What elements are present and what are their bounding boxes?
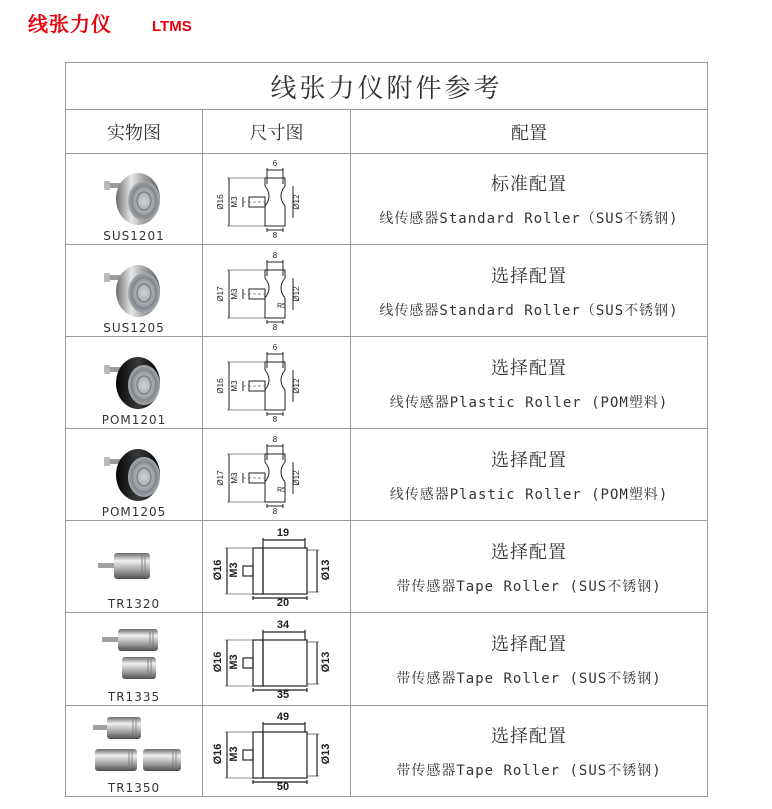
table-row	[66, 706, 708, 797]
dimension-drawing-cell	[203, 429, 351, 521]
model-label: TR1335	[107, 690, 161, 704]
dim-shaft: M3	[227, 746, 240, 762]
page-header	[28, 8, 192, 38]
dimension-drawing-cell	[203, 245, 351, 337]
model-label: TR1320	[107, 597, 161, 611]
dim-bottom: 8	[272, 506, 277, 516]
dimension-drawing-cell	[203, 706, 351, 797]
config-title: 选择配置	[491, 265, 567, 287]
tape-roller-dimension-drawing	[207, 616, 347, 702]
column-header-photo: 实物图	[66, 110, 203, 154]
roller-dimension-drawing	[207, 340, 347, 426]
dim-left: Ø16	[211, 651, 224, 673]
configuration-cell	[351, 521, 708, 613]
config-description: 带传感器Tape Roller (SUS不锈钢)	[396, 578, 662, 595]
dim-shaft: M3	[229, 287, 239, 300]
dim-radius: R5	[276, 486, 286, 494]
table-row	[66, 245, 708, 337]
dim-right: Ø12	[291, 377, 301, 394]
model-label: POM1205	[101, 505, 167, 519]
dimension-drawing-cell	[203, 521, 351, 613]
table-row	[66, 429, 708, 521]
config-title: 选择配置	[491, 634, 567, 655]
brand-english-title: LTMS	[152, 18, 192, 35]
config-description: 线传感器Standard Roller（SUS不锈钢)	[379, 211, 679, 227]
config-title: 标准配置	[491, 174, 567, 195]
dim-radius: R5	[276, 302, 286, 310]
model-label: SUS1205	[103, 321, 165, 335]
configuration-cell	[351, 706, 708, 797]
dim-shaft: M3	[229, 471, 239, 484]
config-description: 线传感器Standard Roller（SUS不锈钢)	[379, 302, 679, 319]
dim-top: 8	[272, 250, 277, 260]
dim-left: Ø17	[215, 285, 225, 302]
dim-shaft: M3	[229, 196, 239, 208]
brand-chinese-title: 线张力仪	[28, 12, 112, 36]
dim-left: Ø16	[215, 194, 225, 210]
tape-roller-dimension-drawing	[207, 708, 347, 794]
config-description: 带传感器Tape Roller (SUS不锈钢)	[396, 671, 662, 687]
dim-right: Ø12	[291, 285, 301, 302]
dim-shaft: M3	[227, 654, 240, 670]
configuration-cell	[351, 613, 708, 706]
dim-left: Ø17	[215, 469, 225, 486]
column-header-dimension: 尺寸图	[203, 110, 351, 154]
dim-bottom: 50	[276, 781, 289, 793]
product-photo-cell	[66, 706, 203, 797]
dim-right: Ø13	[319, 743, 332, 765]
dim-top: 6	[272, 159, 277, 168]
roller-photo-icon	[94, 347, 174, 419]
table-title: 线张力仪附件参考	[66, 63, 708, 110]
model-label: SUS1201	[103, 229, 165, 243]
dimension-drawing-cell	[203, 337, 351, 429]
dim-left: Ø16	[215, 377, 225, 394]
dim-right: Ø13	[319, 559, 332, 580]
table-row	[66, 521, 708, 613]
dim-shaft: M3	[227, 561, 240, 578]
roller-dimension-drawing	[207, 156, 347, 242]
product-photo-cell	[66, 429, 203, 521]
product-photo-cell	[66, 521, 203, 613]
config-title: 选择配置	[491, 357, 567, 379]
dimension-drawing-cell	[203, 613, 351, 706]
roller-dimension-drawing	[207, 432, 347, 518]
dimension-drawing-cell	[203, 154, 351, 245]
dim-top: 19	[276, 526, 289, 539]
config-description: 线传感器Plastic Roller (POM塑料)	[389, 394, 669, 411]
product-photo-cell	[66, 245, 203, 337]
dim-bottom: 35	[276, 689, 289, 701]
configuration-cell	[351, 154, 708, 245]
config-description: 带传感器Tape Roller (SUS不锈钢)	[396, 763, 662, 779]
configuration-cell	[351, 337, 708, 429]
dim-bottom: 20	[276, 596, 289, 609]
roller-photo-icon	[94, 163, 174, 235]
roller-photo-icon	[94, 439, 174, 511]
roller-photo-icon	[94, 255, 174, 327]
table-row	[66, 337, 708, 429]
dim-bottom: 8	[272, 231, 277, 240]
table-row	[66, 154, 708, 245]
product-photo-cell	[66, 613, 203, 706]
product-photo-cell	[66, 154, 203, 245]
configuration-cell	[351, 245, 708, 337]
dim-top: 49	[276, 711, 289, 723]
dim-top: 6	[272, 342, 277, 352]
dim-top: 8	[272, 434, 277, 444]
column-header-config: 配置	[351, 110, 708, 154]
tape-roller-dimension-drawing	[207, 524, 347, 610]
tape-roller-photo-icon	[84, 623, 184, 695]
dim-top: 34	[276, 619, 289, 631]
product-photo-cell	[66, 337, 203, 429]
dim-right: Ø12	[291, 469, 301, 486]
model-label: POM1201	[101, 413, 167, 427]
tape-roller-photo-icon	[84, 531, 184, 603]
configuration-cell	[351, 429, 708, 521]
table-row	[66, 613, 708, 706]
model-label: TR1350	[107, 781, 161, 795]
config-title: 选择配置	[491, 726, 567, 747]
dim-bottom: 8	[272, 414, 277, 424]
config-description: 线传感器Plastic Roller (POM塑料)	[389, 486, 669, 503]
dim-bottom: 8	[272, 322, 277, 332]
dim-left: Ø16	[211, 743, 224, 765]
tape-roller-photo-icon	[79, 715, 189, 787]
dim-shaft: M3	[229, 379, 239, 392]
config-title: 选择配置	[491, 449, 567, 471]
config-title: 选择配置	[491, 541, 567, 563]
dim-left: Ø16	[211, 559, 224, 580]
roller-dimension-drawing	[207, 248, 347, 334]
dim-right: Ø13	[319, 651, 332, 673]
accessory-table	[65, 62, 708, 797]
dim-right: Ø12	[291, 194, 301, 210]
